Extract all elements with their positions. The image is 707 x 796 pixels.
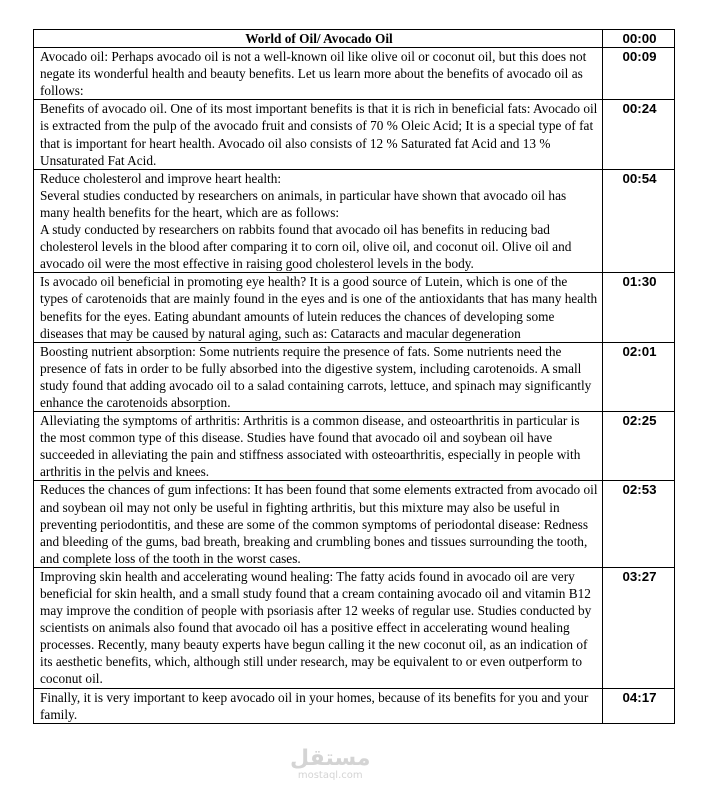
header-row bbox=[34, 30, 675, 48]
segment-text: Reduce cholesterol and improve heart health: Several studies conducted by researchers on animals, in particular have shown that avocado oil has many health benefits for the heart, which are as follows: A study conducted by researchers on rabbits found that avocado oil has benefits in reducing bad cholesterol levels in the blood after comparing it to corn oil, olive oil, and coconut oil. Olive oil and avocado oil were the most effective in raising good cholesterol levels in the body. bbox=[34, 169, 603, 273]
segment-timestamp: 02:53 bbox=[603, 481, 675, 567]
transcript-row bbox=[34, 100, 675, 169]
segment-timestamp: 00:09 bbox=[603, 48, 675, 100]
segment-timestamp: 03:27 bbox=[603, 567, 675, 688]
segment-timestamp: 02:25 bbox=[603, 412, 675, 481]
transcript-row bbox=[34, 48, 675, 100]
segment-timestamp: 00:54 bbox=[603, 169, 675, 273]
transcript-row bbox=[34, 567, 675, 688]
transcript-row bbox=[34, 273, 675, 342]
segment-text: Benefits of avocado oil. One of its most important benefits is that it is rich in beneficial fats: Avocado oil is extracted from the pulp of the avocado fruit and consists of 70 % Oleic Acid; It is a special type of fat that is important for heart health. Avocado oil also consists of 12 % Saturated fat Acid and 13 % Unsaturated Fat Acid. bbox=[34, 100, 603, 169]
segment-text: Reduces the chances of gum infections: It has been found that some elements extracted from avocado oil and soybean oil may not only be useful in fighting arthritis, but this mixture may also be useful in preventing periodontitis, and these are some of the common symptoms of periodontal disease: Redness and bleeding of the gums, bad breath, breaking and crumbling bones and tissues surrounding the tooth, and complete loss of the tooth in the worst cases. bbox=[34, 481, 603, 567]
transcript-body bbox=[34, 30, 675, 724]
watermark-logo bbox=[290, 748, 370, 781]
segment-text: Boosting nutrient absorption: Some nutrients require the presence of fats. Some nutrients need the presence of fats in order to be fully absorbed into the digestive system, including carotenoids. A small study found that adding avocado oil to a salad containing carrots, lettuce, and spinach may significantly enhance the carotenoids absorption. bbox=[34, 342, 603, 411]
transcript-table bbox=[33, 29, 675, 724]
segment-text: Improving skin health and accelerating wound healing: The fatty acids found in avocado oil are very beneficial for skin health, and a small study found that a cream containing avocado oil and vitamin B12 may improve the condition of people with psoriasis after 12 weeks of regular use. Studies conducted by scientists on animals also found that avocado oil has a positive effect in accelerating wound healing processes. Recently, many beauty experts have begun calling it the new coconut oil, as an indication of its aesthetic benefits, which, although still under research, may be equivalent to or even outperform to coconut oil. bbox=[34, 567, 603, 688]
segment-timestamp: 01:30 bbox=[603, 273, 675, 342]
watermark-main-text: مستقل bbox=[290, 746, 371, 771]
header-timestamp: 00:00 bbox=[603, 30, 675, 48]
transcript-row bbox=[34, 342, 675, 411]
transcript-row bbox=[34, 412, 675, 481]
segment-text: Alleviating the symptoms of arthritis: Arthritis is a common disease, and osteoarthritis in particular is the most common type of this disease. Studies have found that avocado oil and soybean oil have succeeded in alleviating the pain and stiffness associated with osteoarthritis, especially in people with arthritis in the pelvis and knees. bbox=[34, 412, 603, 481]
watermark-sub-text: mostaql.com bbox=[297, 770, 363, 781]
segment-timestamp: 00:24 bbox=[603, 100, 675, 169]
segment-text: Is avocado oil beneficial in promoting eye health? It is a good source of Lutein, which is one of the types of carotenoids that are mainly found in the eyes and is one of the antioxidants that has many health benefits for the eyes. Eating abundant amounts of lutein reduces the chances of developing some diseases that may be caused by natural aging, such as: Cataracts and macular degeneration bbox=[34, 273, 603, 342]
segment-text: Finally, it is very important to keep avocado oil in your homes, because of its benefits for you and your family. bbox=[34, 688, 603, 723]
transcript-row bbox=[34, 481, 675, 567]
segment-timestamp: 02:01 bbox=[603, 342, 675, 411]
segment-text: Avocado oil: Perhaps avocado oil is not a well-known oil like olive oil or coconut oil, but this does not negate its wonderful health and beauty benefits. Let us learn more about the benefits of avocado oil as follows: bbox=[34, 48, 603, 100]
transcript-page bbox=[33, 29, 674, 724]
segment-timestamp: 04:17 bbox=[603, 688, 675, 723]
document-title: World of Oil/ Avocado Oil bbox=[34, 30, 603, 48]
transcript-row bbox=[34, 169, 675, 273]
transcript-row bbox=[34, 688, 675, 723]
